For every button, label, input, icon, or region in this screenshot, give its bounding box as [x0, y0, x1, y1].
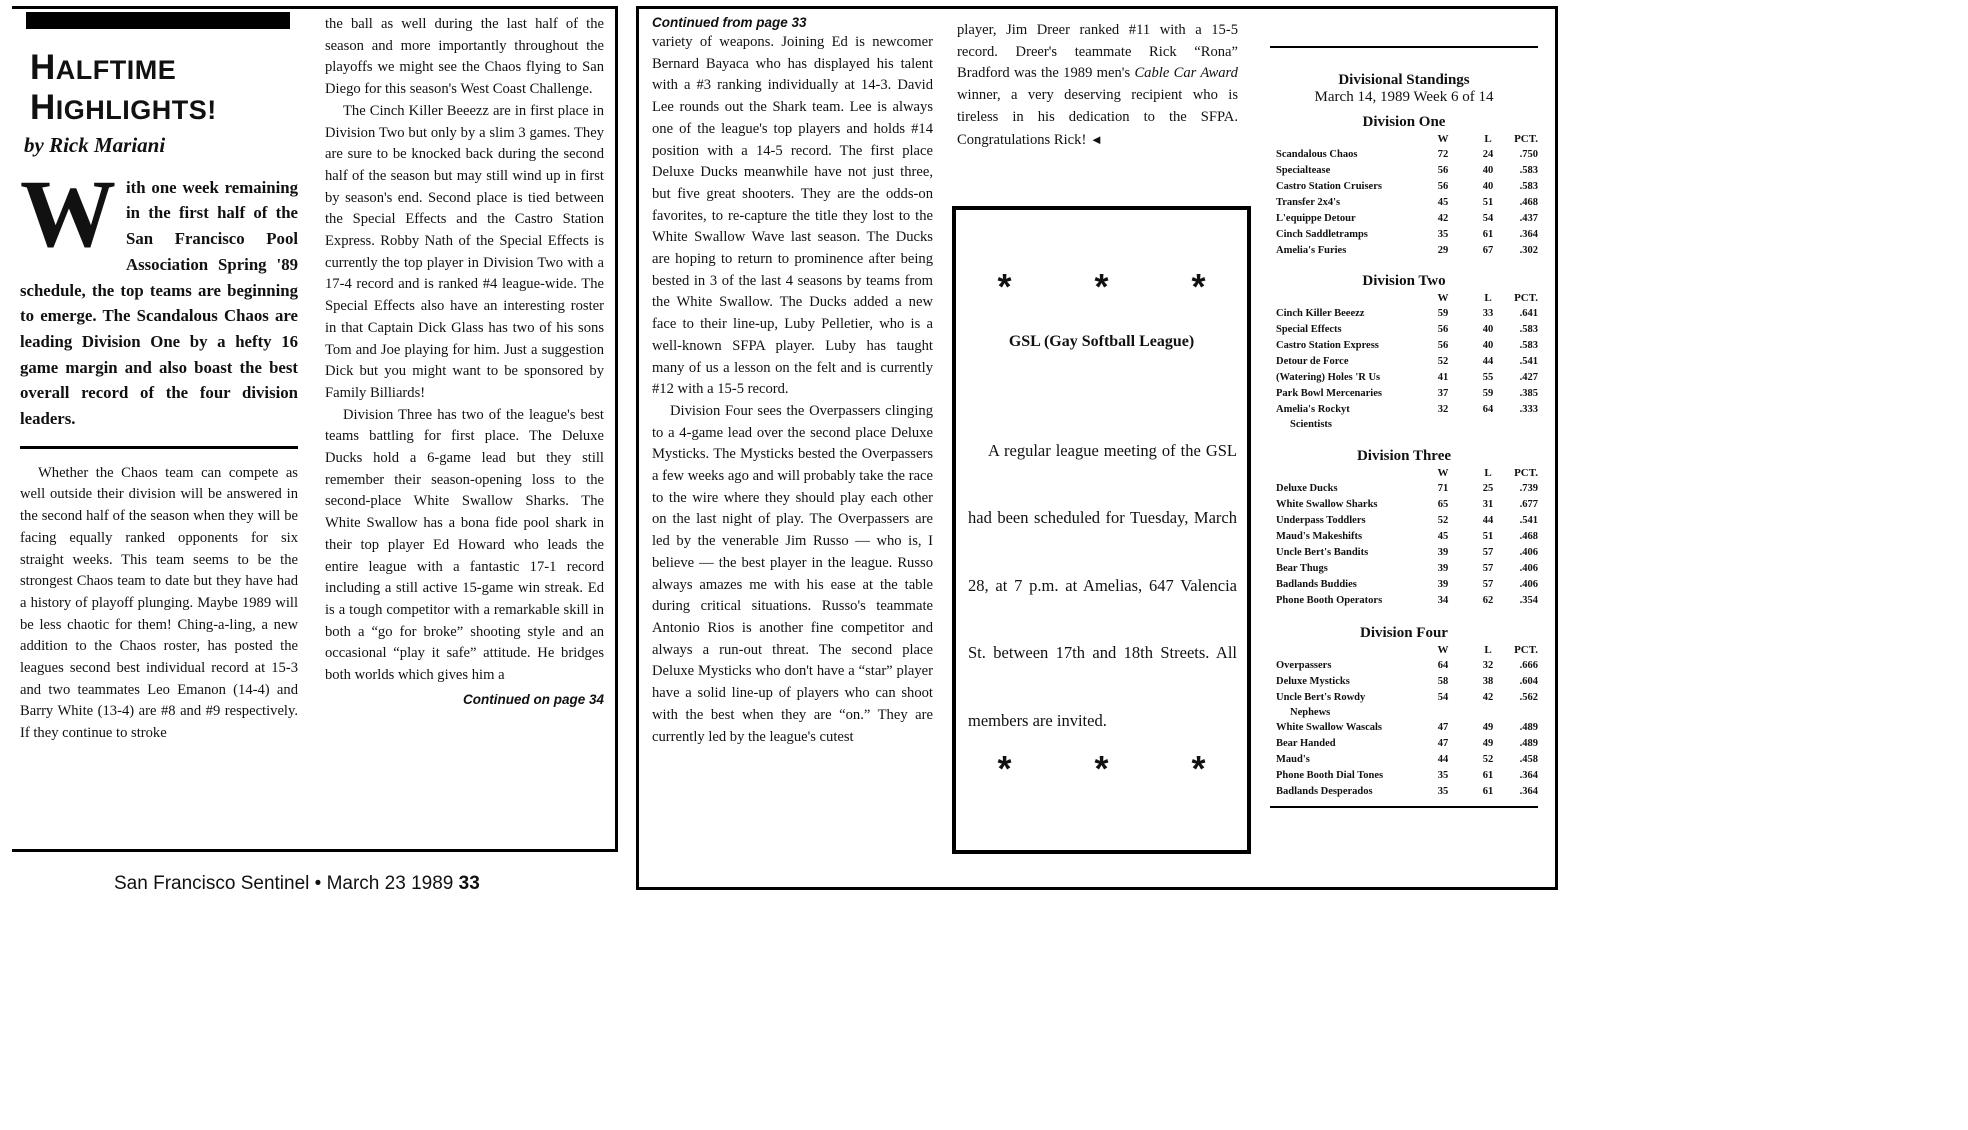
team-pct: .750: [1519, 149, 1538, 160]
team-wins: 42: [1437, 213, 1449, 224]
team-pct: .458: [1519, 754, 1538, 765]
header-pct: PCT.: [1514, 292, 1538, 304]
header-w: W: [1437, 133, 1449, 145]
team-pct: .427: [1519, 372, 1538, 383]
team-pct: .583: [1519, 340, 1538, 351]
division-name: Division One: [1362, 114, 1446, 130]
team-losses: 40: [1482, 181, 1494, 192]
standings-row: [1270, 736, 1538, 752]
team-losses: 38: [1482, 676, 1494, 687]
standings-row: [1270, 163, 1538, 179]
team-pct: .364: [1519, 770, 1538, 781]
standings-row: [1270, 338, 1538, 354]
team-name: Maud's: [1276, 754, 1310, 765]
star-icon: *: [1094, 266, 1109, 307]
team-losses: 24: [1482, 149, 1494, 160]
article-column-4: [957, 20, 1238, 151]
team-pct: .541: [1519, 515, 1538, 526]
header-pct: PCT.: [1514, 133, 1538, 145]
team-wins: 58: [1437, 676, 1449, 687]
lead-paragraph: [20, 159, 298, 432]
team-wins: 45: [1437, 197, 1449, 208]
team-wins: 71: [1437, 483, 1449, 494]
team-pct: .583: [1519, 181, 1538, 192]
division-block: [1270, 273, 1538, 432]
team-wins: 34: [1437, 595, 1449, 606]
team-name: Badlands Buddies: [1276, 579, 1357, 590]
team-name: Specialtease: [1276, 165, 1331, 176]
standings-row: [1270, 529, 1538, 545]
star-icon: *: [1191, 748, 1206, 789]
standings-title: Divisional Standings: [1338, 72, 1470, 88]
team-pct: .302: [1519, 245, 1538, 256]
gsl-body: A regular league meeting of the GSL had been scheduled for Tuesday, March 28, at 7 p.m. at Amelias, 647 Valencia St. between 17th and 18th Streets. All members are invited.: [968, 440, 1237, 730]
body-paragraph: the ball as well during the last half of the season and more importantly throughout the playoffs we might see the Chaos flying to San Diego for this season's West Coast Challenge.: [325, 16, 604, 98]
team-wins: 72: [1437, 149, 1449, 160]
team-wins: 56: [1437, 181, 1449, 192]
team-losses: 61: [1482, 786, 1494, 797]
team-losses: 40: [1482, 165, 1494, 176]
team-wins: 47: [1437, 722, 1449, 733]
team-name: Uncle Bert's Bandits: [1276, 547, 1369, 558]
standings-row: [1270, 322, 1538, 338]
star-icon: *: [997, 266, 1012, 307]
team-losses: 57: [1482, 563, 1494, 574]
team-losses: 64: [1482, 404, 1494, 415]
team-wins: 35: [1437, 770, 1449, 781]
division-block: [1270, 114, 1538, 259]
team-name: Cinch Killer Beeezz: [1276, 308, 1365, 319]
team-pct: .604: [1519, 676, 1538, 687]
team-name: Phone Booth Dial Tones: [1276, 770, 1384, 781]
team-losses: 49: [1482, 738, 1494, 749]
lead-text: ith one week remaining in the first half of the San Francisco Pool Association Spring '89 schedule, the top teams are beginning to emerge. The Scandalous Chaos are leading Division One by a hefty 16 game margin and also boast the best overall record of the four division leaders.: [20, 177, 298, 429]
team-wins: 52: [1437, 356, 1449, 367]
team-name: Underpass Toddlers: [1276, 515, 1366, 526]
standings-row: [1270, 211, 1538, 227]
team-name: Badlands Desperados: [1276, 786, 1373, 797]
division-name: Division Two: [1362, 273, 1446, 289]
page-footer: [114, 873, 480, 895]
team-name-cont: Scientists: [1290, 419, 1332, 430]
star-icon: *: [997, 748, 1012, 789]
headline: HALFTIME HIGHLIGHTS!: [30, 48, 217, 127]
team-pct: .406: [1519, 563, 1538, 574]
article-column-2: [325, 14, 604, 711]
team-name: Amelia's Rockyt: [1276, 404, 1350, 415]
team-pct: .489: [1519, 722, 1538, 733]
team-wins: 44: [1437, 754, 1449, 765]
team-pct: .489: [1519, 738, 1538, 749]
standings-row: [1270, 179, 1538, 195]
body-paragraph: The Cinch Killer Beeezz are in first place in Division Two but only by a slim 3 games. They are sure to be knocked back during the second half of the season but may still wind up in first by season's end. Second place is tied between the Special Effects and the Castro Station Express. Robby Nath of the Special Effects is currently the top player in Division Two with a 17-4 record and is ranked #4 league-wide. The Special Effects also have an interesting roster in that Captain Dick Glass has two of his sons Tom and Joe playing for him. Just a suggestion Dick but you might want to be sponsored by Family Billiards!: [325, 102, 604, 401]
team-losses: 62: [1482, 595, 1494, 606]
body-paragraph: Division Three has two of the league's best teams battling for first place. The Deluxe Ducks hold a 6-game lead but they still remember their season-opening loss to the second-place White Swallow Sharks. The White Swallow has a bona fide pool shark in their top player Ed Howard who leads the entire league with a fantastic 17-1 record including a still active 15-game win streak. Ed is a tough competitor with a remarkable skill in both a “go for broke” shooting style and an occasional “play it safe” attitude. He bridges both worlds which gives him a: [325, 406, 604, 684]
team-name: Park Bowl Mercenaries: [1276, 388, 1382, 399]
standings-row: [1270, 513, 1538, 529]
standings-header-row: [1270, 131, 1538, 147]
team-name-cont: Nephews: [1290, 707, 1331, 718]
standings-row: [1270, 243, 1538, 259]
team-wins: 37: [1437, 388, 1449, 399]
body-paragraph: Division Four sees the Overpassers clinging to a 4-game lead over the second place Deluxe Mysticks. The Mysticks bested the Overpassers a few weeks ago and will probably take the race to the wire where they should play each other on the last night of play. The Overpassers are led by the venerable Jim Russo — who is, I believe — the best player in the league. Russo always amazes me with his ease at the table during critical situations. Russo's teammate Antonio Rios is another fine competitor and always a run-out threat. The second place Deluxe Mysticks who don't have a “star” player have a solid line-up of players who can shoot with the best when they are “on.” They are currently led by the league's cutest: [652, 402, 933, 745]
body-paragraph: player, Jim Dreer ranked #11 with a 15-5 record. Dreer's teammate Rick “Rona” Bradford was the 1989 men's Cable Car Award winner, a very deserving recipient who is tireless in his dedication to the SFPA. Congratulations Rick! ◄: [957, 22, 1238, 148]
team-losses: 57: [1482, 547, 1494, 558]
team-pct: .406: [1519, 547, 1538, 558]
team-losses: 61: [1482, 229, 1494, 240]
team-losses: 49: [1482, 722, 1494, 733]
standings-row: [1270, 497, 1538, 513]
standings-row: [1270, 577, 1538, 593]
team-losses: 54: [1482, 213, 1494, 224]
standings-row: [1270, 306, 1538, 322]
team-pct: .385: [1519, 388, 1538, 399]
header-w: W: [1437, 644, 1449, 656]
team-wins: 35: [1437, 229, 1449, 240]
team-name: Phone Booth Operators: [1276, 595, 1383, 606]
team-wins: 56: [1437, 165, 1449, 176]
team-losses: 51: [1482, 531, 1494, 542]
team-wins: 35: [1437, 786, 1449, 797]
team-name-continuation: [1270, 418, 1538, 432]
team-losses: 31: [1482, 499, 1494, 510]
team-pct: .333: [1519, 404, 1538, 415]
standings-row: [1270, 768, 1538, 784]
gsl-notice-box: [952, 206, 1251, 854]
header-w: W: [1437, 292, 1449, 304]
team-pct: .541: [1519, 356, 1538, 367]
standings-row: [1270, 481, 1538, 497]
header-l: L: [1484, 292, 1492, 304]
team-wins: 39: [1437, 579, 1449, 590]
standings-row: [1270, 545, 1538, 561]
standings-row: [1270, 752, 1538, 768]
standings-row: [1270, 674, 1538, 690]
team-pct: .739: [1519, 483, 1538, 494]
team-name: Transfer 2x4's: [1276, 197, 1341, 208]
team-wins: 32: [1437, 404, 1449, 415]
team-pct: .468: [1519, 197, 1538, 208]
end-of-story-icon: ◄: [1089, 131, 1103, 147]
team-name: Detour de Force: [1276, 356, 1349, 367]
standings-row: [1270, 720, 1538, 736]
team-losses: 32: [1482, 660, 1494, 671]
team-losses: 67: [1482, 245, 1494, 256]
team-name: (Watering) Holes 'R Us: [1276, 372, 1381, 383]
team-wins: 64: [1437, 660, 1449, 671]
team-wins: 39: [1437, 547, 1449, 558]
team-wins: 59: [1437, 308, 1449, 319]
team-name: Deluxe Mysticks: [1276, 676, 1350, 687]
team-pct: .354: [1519, 595, 1538, 606]
team-name: Deluxe Ducks: [1276, 483, 1338, 494]
team-name: Cinch Saddletramps: [1276, 229, 1368, 240]
team-name: White Swallow Sharks: [1276, 499, 1378, 510]
team-wins: 54: [1437, 692, 1449, 703]
standings-row: [1270, 354, 1538, 370]
standings-bottom-rule: [1270, 806, 1538, 808]
header-l: L: [1484, 133, 1492, 145]
team-losses: 55: [1482, 372, 1494, 383]
headline-bar: [26, 12, 290, 29]
team-losses: 52: [1482, 754, 1494, 765]
team-losses: 57: [1482, 579, 1494, 590]
standings-header-row: [1270, 290, 1538, 306]
standings-row: [1270, 386, 1538, 402]
team-losses: 59: [1482, 388, 1494, 399]
header-pct: PCT.: [1514, 467, 1538, 479]
team-pct: .641: [1519, 308, 1538, 319]
footer-publication: San Francisco Sentinel • March 23 1989: [114, 873, 454, 894]
division-name: Division Three: [1356, 448, 1452, 464]
team-losses: 40: [1482, 340, 1494, 351]
team-wins: 65: [1437, 499, 1449, 510]
star-icon: *: [1094, 748, 1109, 789]
team-name: Amelia's Furies: [1276, 245, 1347, 256]
standings-row: [1270, 784, 1538, 800]
gsl-title: GSL (Gay Softball League): [1008, 333, 1195, 350]
team-losses: 44: [1482, 356, 1494, 367]
standings-row: [1270, 402, 1538, 418]
team-losses: 42: [1482, 692, 1494, 703]
team-pct: .677: [1519, 499, 1538, 510]
standings-top-rule: [1270, 46, 1538, 48]
team-losses: 44: [1482, 515, 1494, 526]
division-name: Division Four: [1360, 625, 1448, 641]
standings-header-row: [1270, 465, 1538, 481]
header-w: W: [1437, 467, 1449, 479]
standings-row: [1270, 147, 1538, 163]
team-name: Bear Handed: [1276, 738, 1336, 749]
team-name: White Swallow Wascals: [1276, 722, 1382, 733]
team-wins: 47: [1437, 738, 1449, 749]
header-pct: PCT.: [1514, 644, 1538, 656]
article-column-1: [20, 12, 298, 745]
team-wins: 41: [1437, 372, 1449, 383]
team-wins: 39: [1437, 563, 1449, 574]
team-losses: 40: [1482, 324, 1494, 335]
team-pct: .437: [1519, 213, 1538, 224]
team-losses: 25: [1482, 483, 1494, 494]
team-losses: 33: [1482, 308, 1494, 319]
standings-row: [1270, 370, 1538, 386]
division-block: [1270, 448, 1538, 609]
team-pct: .406: [1519, 579, 1538, 590]
team-pct: .666: [1519, 660, 1538, 671]
team-name: Bear Thugs: [1276, 563, 1328, 574]
standings-row: [1270, 561, 1538, 577]
body-paragraph: variety of weapons. Joining Ed is newcomer Bernard Bayaca who has displayed his talent with a #3 ranking individually at 14-3. David Lee rounds out the Shark team. Lee is always one of the league's top players and holds #14 position with a 14-5 record. The first place Deluxe Ducks meanwhile have not just three, but five great shooters. They are the odds-on favorites, to re-capture the title they lost to the White Swallow Wave last season. The Ducks are hoping to return to prominence after being bested in 3 of the last 4 seasons by teams from the White Swallow. The Ducks added a new face to their line-up, Luby Pelletier, who is a well-known SFPA player. Luby has taught many of us a lesson on the felt and is currently #12 with a 15-5 record.: [652, 34, 933, 398]
team-losses: 61: [1482, 770, 1494, 781]
divisional-standings: [1270, 46, 1538, 808]
standings-row: [1270, 227, 1538, 243]
division-block: [1270, 625, 1538, 800]
star-row-top: [956, 266, 1247, 308]
standings-row: [1270, 658, 1538, 674]
team-pct: .583: [1519, 324, 1538, 335]
standings-divisions: [1270, 114, 1538, 800]
standings-row: [1270, 690, 1538, 706]
team-pct: .364: [1519, 786, 1538, 797]
team-pct: .562: [1519, 692, 1538, 703]
team-name: Castro Station Express: [1276, 340, 1379, 351]
header-l: L: [1484, 467, 1492, 479]
article-column-3: [652, 14, 933, 748]
continued-on-link[interactable]: Continued on page 34: [462, 691, 604, 707]
team-name: Uncle Bert's Rowdy: [1276, 692, 1366, 703]
team-wins: 56: [1437, 324, 1449, 335]
team-pct: .364: [1519, 229, 1538, 240]
award-name: Cable Car Award: [1134, 65, 1238, 82]
team-name: L'equippe Detour: [1276, 213, 1356, 224]
team-name: Scandalous Chaos: [1276, 149, 1358, 160]
team-name: Overpassers: [1276, 660, 1332, 671]
continued-from-link[interactable]: Continued from page 33: [652, 15, 807, 30]
team-name: Special Effects: [1276, 324, 1342, 335]
team-losses: 51: [1482, 197, 1494, 208]
team-name: Castro Station Cruisers: [1276, 181, 1382, 192]
team-wins: 56: [1437, 340, 1449, 351]
star-icon: *: [1191, 266, 1206, 307]
star-row-bottom: [956, 748, 1247, 790]
team-pct: .583: [1519, 165, 1538, 176]
header-l: L: [1484, 644, 1492, 656]
standings-subtitle: March 14, 1989 Week 6 of 14: [1314, 89, 1494, 105]
lead-divider: [20, 446, 298, 449]
team-wins: 45: [1437, 531, 1449, 542]
team-name: Maud's Makeshifts: [1276, 531, 1363, 542]
footer-page-number: 33: [458, 873, 480, 894]
team-name-continuation: [1270, 706, 1538, 720]
standings-header-row: [1270, 642, 1538, 658]
standings-row: [1270, 593, 1538, 609]
drop-cap: W: [20, 159, 116, 267]
team-wins: 29: [1437, 245, 1449, 256]
team-wins: 52: [1437, 515, 1449, 526]
body-paragraph: Whether the Chaos team can compete as well outside their division will be answered in the second half of the season when they will be facing equally ranked opponents for six straight weeks. This team seems to be the strongest Chaos team to date but they have had a history of playoff plunging. Maybe 1989 will be less chaotic for them! Ching-a-ling, a new addition to the Chaos roster, has posted the leagues second best individual record at 15-3 and two teammates Leo Emanon (14-4) and Barry White (13-4) are #8 and #9 respectively. If they continue to stroke: [20, 464, 298, 742]
standings-row: [1270, 195, 1538, 211]
byline: by Rick Mariani: [24, 133, 166, 157]
team-pct: .468: [1519, 531, 1538, 542]
